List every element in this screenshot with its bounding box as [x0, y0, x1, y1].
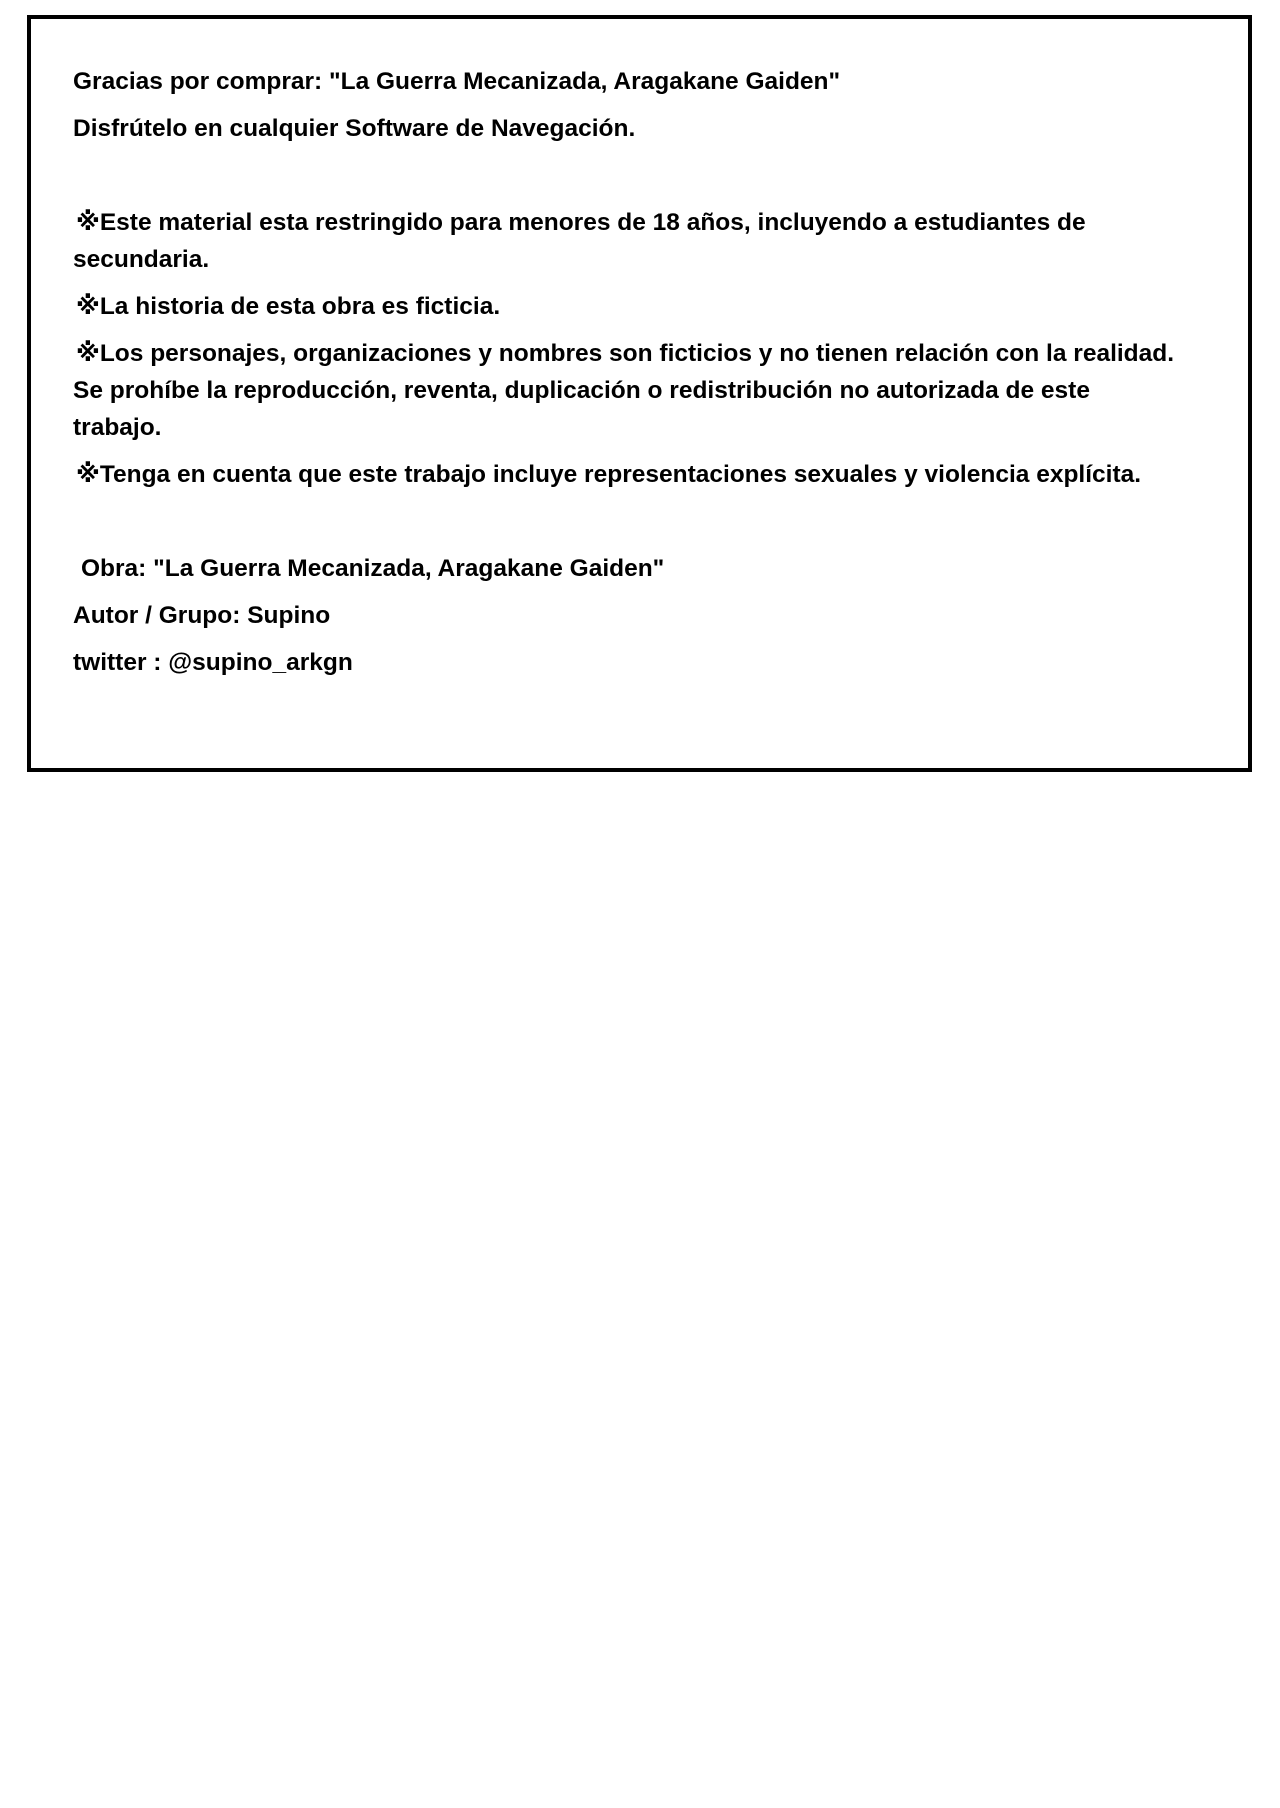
work-title-line: Obra: "La Guerra Mecanizada, Aragakane Gaiden" — [81, 555, 665, 582]
enjoy-line: Disfrútelo en cualquier Software de Navegación. — [73, 115, 636, 142]
notice-box — [27, 15, 1252, 772]
reference-mark-icon: ※ — [76, 209, 100, 236]
notice-content-warning — [73, 456, 1233, 493]
reference-mark-icon: ※ — [76, 461, 100, 488]
notice-content — [73, 63, 1233, 681]
notice-text: Se prohíbe la reproducción, reventa, duplicación o redistribución no autorizada de este — [73, 377, 1090, 404]
notice-age-restriction — [73, 204, 1233, 278]
notice-fiction — [73, 288, 1233, 325]
notice-characters-copyright — [73, 335, 1233, 446]
notice-text: secundaria. — [73, 246, 210, 273]
notice-text: La historia de esta obra es ficticia. — [99, 293, 501, 320]
notice-text: Tenga en cuenta que este trabajo incluye representaciones sexuales y violencia explícita. — [99, 461, 1142, 488]
notice-text: Los personajes, organizaciones y nombres son ficticios y no tienen relación con la realidad. — [99, 340, 1175, 367]
notice-text: Este material esta restringido para menores de 18 años, incluyendo a estudiantes de — [99, 209, 1086, 236]
twitter-line: twitter : @supino_arkgn — [73, 649, 353, 676]
reference-mark-icon: ※ — [76, 293, 100, 320]
notice-text: trabajo. — [73, 414, 162, 441]
author-line: Autor / Grupo: Supino — [73, 602, 331, 629]
thanks-line: Gracias por comprar: "La Guerra Mecanizada, Aragakane Gaiden" — [73, 68, 841, 95]
reference-mark-icon: ※ — [76, 340, 100, 367]
